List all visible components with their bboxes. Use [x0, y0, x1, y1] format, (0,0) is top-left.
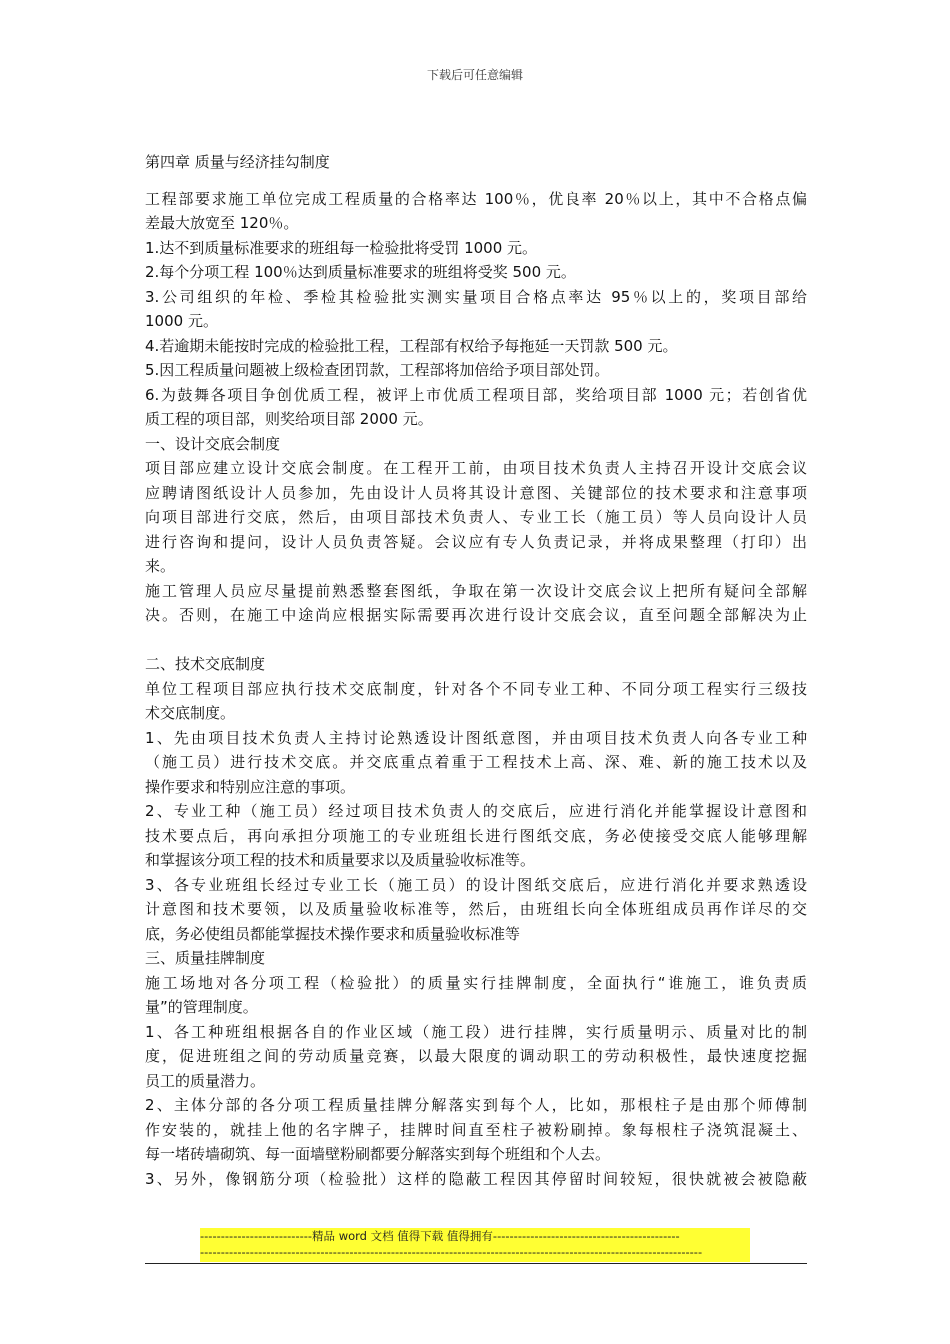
text-line: 来。 — [145, 557, 176, 575]
text-line: 员工的质量潜力。 — [145, 1071, 266, 1090]
text-line: 操作要求和特别应注意的事项。 — [145, 777, 356, 796]
text-line: 单位工程项目部应执行技术交底制度，针对各个不同专业工种、不同分项工程实行三级技 — [145, 679, 807, 698]
page-header: 下载后可任意编辑 — [426, 68, 523, 82]
text-line: 3、另外，像钢筋分项（检验批）这样的隐蔽工程因其停留时间较短，很快就被会被隐蔽 — [145, 1169, 807, 1188]
footer-rule — [145, 1263, 807, 1264]
text-line: 一、设计交底会制度 — [145, 434, 281, 453]
text-line: 底，务必使组员都能掌握技术操作要求和质量验收标准等 — [145, 924, 521, 943]
footer-banner — [200, 1228, 750, 1262]
text-line: 二、技术交底制度 — [145, 655, 266, 673]
text-line: 应聘请图纸设计人员参加，先由设计人员将其设计意图、关键部位的技术要求和注意事项 — [145, 483, 807, 502]
text-line: 差最大放宽至 120％。 — [145, 214, 299, 232]
text-line: 1、先由项目技术负责人主持讨论熟透设计图纸意图，并由项目技术负责人向各专业工种 — [145, 728, 807, 747]
text-line: 向项目部进行交底，然后，由项目部技术负责人、专业工长（施工员）等人员向设计人员 — [145, 508, 807, 526]
text-line: 进行咨询和提问，设计人员负责答疑。会议应有专人负责记录，并将成果整理（打印）出 — [145, 532, 807, 551]
text-line: 施工管理人员应尽量提前熟悉整套图纸，争取在第一次设计交底会议上把所有疑问全部解 — [145, 581, 807, 600]
document-body — [145, 150, 807, 1191]
blank-line — [145, 628, 807, 653]
text-line: 项目部应建立设计交底会制度。在工程开工前，由项目技术负责人主持召开设计交底会议 — [145, 459, 807, 477]
text-line: （施工员）进行技术交底。并交底重点着重于工程技术上高、深、难、新的施工技术以及 — [145, 753, 807, 771]
text-line: 6.为鼓舞各项目争创优质工程，被评上市优质工程项目部，奖给项目部 1000 元；若创省优 — [145, 385, 807, 404]
text-line: 施工场地对各分项工程（检验批）的质量实行挂牌制度，全面执行“谁施工，谁负责质 — [145, 973, 807, 992]
text-line: 2.每个分项工程 100％达到质量标准要求的班组将受奖 500 元。 — [145, 263, 576, 281]
text-line: 1、各工种班组根据各自的作业区域（施工段）进行挂牌，实行质量明示、质量对比的制 — [145, 1022, 807, 1041]
title-spacing — [145, 175, 807, 187]
text-line: 三、质量挂牌制度 — [145, 949, 266, 967]
text-line: 质工程的项目部，则奖给项目部 2000 元。 — [145, 410, 433, 428]
text-line: 工程部要求施工单位完成工程质量的合格率达 100％，优良率 20％以上，其中不合格点偏 — [145, 189, 807, 208]
footer-banner-dashes: ------------------------------------------------------------------------------------------------------------------------- — [200, 1245, 703, 1259]
text-line: 5.因工程质量问题被上级检查团罚款，工程部将加倍给予项目部处罚。 — [145, 361, 610, 379]
text-line: 技术要点后，再向承担分项施工的专业班组长进行图纸交底，务必使接受交底人能够理解 — [145, 826, 807, 845]
text-line: 计意图和技术要领，以及质量验收标准等，然后，由班组长向全体班组成员再作详尽的交 — [145, 900, 807, 918]
text-line: 4.若逾期未能按时完成的检验批工程，工程部有权给予每拖延一天罚款 500 元。 — [145, 336, 678, 355]
text-line: 2、专业工种（施工员）经过项目技术负责人的交底后，应进行消化并能掌握设计意图和 — [145, 802, 807, 820]
text-line: 作安装的，就挂上他的名字牌子，挂牌时间直至柱子被粉刷掉。象每根柱子浇筑混凝土、 — [145, 1120, 807, 1139]
text-line: 每一堵砖墙砌筑、每一面墙壁粉刷都要分解落实到每个班组和个人去。 — [145, 1145, 611, 1163]
text-line: 度，促进班组之间的劳动质量竞赛，以最大限度的调动职工的劳动积极性，最快速度挖掘 — [145, 1047, 807, 1065]
text-line: 决。否则，在施工中途尚应根据实际需要再次进行设计交底会议，直至问题全部解决为止 — [145, 606, 807, 624]
text-line: 和掌握该分项工程的技术和质量要求以及质量验收标准等。 — [145, 851, 536, 869]
text-line: 量”的管理制度。 — [145, 998, 258, 1016]
text-line: 3.公司组织的年检、季检其检验批实测实量项目合格点率达 95％以上的，奖项目部给 — [145, 287, 807, 306]
text-line: 1000 元。 — [145, 312, 218, 330]
text-line: 术交底制度。 — [145, 704, 236, 722]
footer-banner-text: ---------------------------精品 word 文档 值得下载 值得拥有--------------------------------------------- — [200, 1229, 680, 1243]
chapter-title: 第四章 质量与经济挂勾制度 — [145, 153, 330, 171]
paragraph-lines — [145, 187, 807, 1192]
text-line: 1.达不到质量标准要求的班组每一检验批将受罚 1000 元。 — [145, 238, 538, 257]
text-line: 2、主体分部的各分项工程质量挂牌分解落实到每个人，比如，那根柱子是由那个师傅制 — [145, 1096, 807, 1114]
text-line: 3、各专业班组长经过专业工长（施工员）的设计图纸交底后，应进行消化并要求熟透设 — [145, 875, 807, 894]
